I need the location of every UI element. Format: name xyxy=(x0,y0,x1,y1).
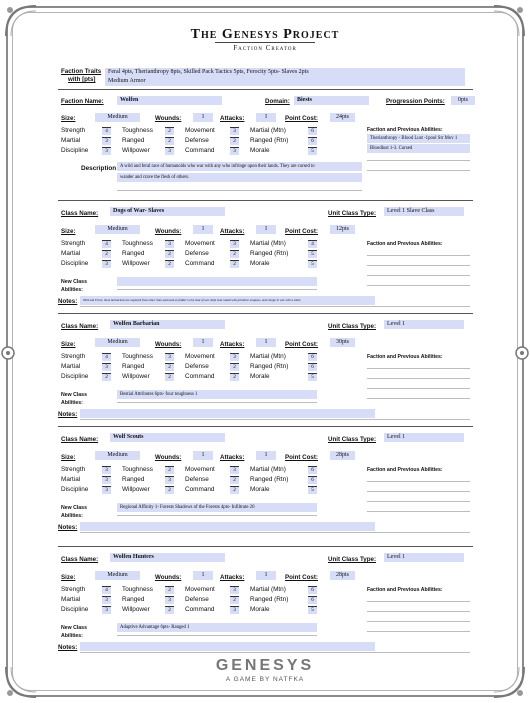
ranged-rtn-value[interactable]: 6 xyxy=(308,596,317,604)
ranged-rtn-label: Ranged (Rtn) xyxy=(250,250,289,257)
domain-field[interactable]: Biests xyxy=(294,96,369,105)
class-name-label: Class Name: xyxy=(61,436,99,443)
form-line xyxy=(367,631,470,632)
form-line xyxy=(80,419,470,420)
toughness-label: Toughness xyxy=(122,240,153,247)
fpa-label: Faction and Previous Abilities: xyxy=(367,241,443,247)
willpower-label: Willpower xyxy=(122,373,150,380)
willpower-label: Willpower xyxy=(122,606,150,613)
martial-mtn-value[interactable]: 6 xyxy=(308,586,317,594)
defense-value[interactable]: 2 xyxy=(230,363,239,371)
willpower-value[interactable]: 2 xyxy=(165,260,174,268)
command-value[interactable]: 2 xyxy=(230,373,239,381)
willpower-value[interactable]: 3 xyxy=(165,147,174,155)
notes-label: Notes: xyxy=(58,524,78,531)
faction-traits-label-2: with [pts] xyxy=(68,76,96,83)
movement-value[interactable]: 3 xyxy=(230,353,239,361)
martial-mtn-label: Martial (Mtn) xyxy=(250,586,286,593)
ranged-rtn-value[interactable]: 5 xyxy=(308,250,317,258)
fpa-line xyxy=(367,170,470,171)
morale-value[interactable]: 5 xyxy=(308,606,317,614)
command-value[interactable]: 2 xyxy=(230,260,239,268)
martial-value[interactable]: 2 xyxy=(102,250,111,258)
new-class-abilities-field[interactable] xyxy=(117,277,317,286)
new-class-label: New Class xyxy=(61,505,87,511)
new-class-abilities-field[interactable]: Bestial Attributes 6pts- four toughness 1 xyxy=(117,390,317,399)
movement-label: Movement xyxy=(185,586,215,593)
title-divider xyxy=(215,42,315,43)
abilities-label: Abilities: xyxy=(61,400,83,406)
attacks-field[interactable]: 1 xyxy=(256,338,276,347)
toughness-label: Toughness xyxy=(122,586,153,593)
size-label: Size: xyxy=(61,454,76,461)
size-label: Size: xyxy=(61,341,76,348)
discipline-value[interactable]: 3 xyxy=(102,260,111,268)
point-cost-field[interactable]: 30pts xyxy=(330,338,355,347)
point-cost-label: Point Cost: xyxy=(285,574,318,581)
willpower-value[interactable]: 2 xyxy=(165,486,174,494)
toughness-value[interactable]: 2 xyxy=(165,586,174,594)
ranged-value[interactable]: 3 xyxy=(165,596,174,604)
martial-mtn-value[interactable]: 6 xyxy=(308,127,317,135)
domain-label: Domain: xyxy=(265,98,290,105)
class-name-label: Class Name: xyxy=(61,323,99,330)
size-field[interactable]: Medium xyxy=(95,338,140,347)
unit-class-type-label: Unit Class Type: xyxy=(328,323,377,330)
size-field[interactable]: Medium xyxy=(95,225,140,234)
willpower-label: Willpower xyxy=(122,147,150,154)
willpower-value[interactable]: 2 xyxy=(165,606,174,614)
form-line xyxy=(80,532,470,533)
movement-label: Movement xyxy=(185,240,215,247)
command-value[interactable]: 3 xyxy=(230,147,239,155)
fpa-line xyxy=(367,160,470,161)
strength-value[interactable]: 4 xyxy=(102,127,111,135)
command-value[interactable]: 3 xyxy=(230,606,239,614)
ranged-rtn-label: Ranged (Rtn) xyxy=(250,596,289,603)
form-line xyxy=(367,481,470,482)
morale-label: Morale xyxy=(250,260,270,267)
new-class-label: New Class xyxy=(61,625,87,631)
new-class-label: New Class xyxy=(61,279,87,285)
form-line xyxy=(367,621,470,622)
strength-value[interactable]: 3 xyxy=(102,466,111,474)
martial-value[interactable]: 3 xyxy=(102,596,111,604)
command-value[interactable]: 2 xyxy=(230,486,239,494)
martial-label: Martial xyxy=(61,137,81,144)
toughness-label: Toughness xyxy=(122,466,153,473)
toughness-value[interactable]: 2 xyxy=(165,466,174,474)
movement-value[interactable]: 3 xyxy=(230,466,239,474)
side-ornament-icon xyxy=(0,345,16,361)
size-field[interactable]: Medium xyxy=(95,451,140,460)
wounds-label: Wounds: xyxy=(155,454,182,461)
martial-mtn-value[interactable]: 4 xyxy=(308,240,317,248)
wounds-label: Wounds: xyxy=(155,574,182,581)
unit-class-type-field[interactable]: Level 1 xyxy=(384,553,464,562)
martial-value[interactable]: 3 xyxy=(102,363,111,371)
martial-mtn-label: Martial (Mtn) xyxy=(250,127,286,134)
class-name-field[interactable]: Dogs of War- Slaves xyxy=(110,207,225,216)
ranged-value[interactable]: 3 xyxy=(165,476,174,484)
new-class-abilities-field[interactable]: Regional Affinity 1- Forests Shadows of the Forests 4pts- Infiltrate 20 xyxy=(117,503,317,512)
ranged-rtn-value[interactable]: 6 xyxy=(308,363,317,371)
form-line xyxy=(367,275,470,276)
toughness-value[interactable]: 2 xyxy=(165,127,174,135)
point-cost-label: Point Cost: xyxy=(285,454,318,461)
strength-label: Strength xyxy=(61,466,86,473)
class-name-field[interactable]: Wolf Scouts xyxy=(110,433,225,442)
progression-points-label: Progression Points: xyxy=(386,98,445,105)
defense-label: Defense xyxy=(185,137,209,144)
form-line xyxy=(117,289,317,290)
abilities-label: Abilities: xyxy=(61,287,83,293)
command-label: Command xyxy=(185,486,215,493)
martial-mtn-label: Martial (Mtn) xyxy=(250,240,286,247)
morale-label: Morale xyxy=(250,606,270,613)
ranged-value[interactable]: 2 xyxy=(165,250,174,258)
defense-value[interactable]: 2 xyxy=(230,137,239,145)
defense-value[interactable]: 2 xyxy=(230,476,239,484)
willpower-value[interactable]: 2 xyxy=(165,373,174,381)
notes-field[interactable] xyxy=(80,522,375,531)
faction-traits-label: Faction Traits xyxy=(61,68,102,75)
command-label: Command xyxy=(185,373,215,380)
martial-mtn-label: Martial (Mtn) xyxy=(250,353,286,360)
morale-label: Morale xyxy=(250,486,270,493)
morale-value[interactable]: 5 xyxy=(308,147,317,155)
movement-value[interactable]: 3 xyxy=(230,586,239,594)
faction-name-field[interactable]: Wolfen xyxy=(117,96,222,105)
defense-label: Defense xyxy=(185,250,209,257)
attacks-field[interactable]: 1 xyxy=(256,451,276,460)
point-cost-label: Point Cost: xyxy=(285,115,318,122)
unit-class-type-label: Unit Class Type: xyxy=(328,436,377,443)
attacks-field[interactable]: 1 xyxy=(256,113,276,122)
footer-credit: A GAME BY NATFKA xyxy=(225,676,305,683)
ranged-rtn-label: Ranged (Rtn) xyxy=(250,476,289,483)
toughness-label: Toughness xyxy=(122,127,153,134)
form-line xyxy=(367,368,470,369)
progression-points-field[interactable]: 0pts xyxy=(451,96,475,105)
ranged-value[interactable]: 2 xyxy=(165,363,174,371)
point-cost-field[interactable]: 28pts xyxy=(330,451,355,460)
strength-label: Strength xyxy=(61,240,86,247)
page-subtitle: Faction Creator xyxy=(233,44,297,52)
form-line xyxy=(367,255,470,256)
morale-value[interactable]: 5 xyxy=(308,260,317,268)
willpower-label: Willpower xyxy=(122,260,150,267)
description-field-1[interactable]: A wild and feral race of humanoids who war with any who infringe upon their lands. They are cursed to xyxy=(117,162,362,171)
new-class-abilities-field[interactable]: Adaptive Advantage 6pts- Ranged 1 xyxy=(117,623,317,632)
attacks-field[interactable]: 1 xyxy=(256,571,276,580)
movement-label: Movement xyxy=(185,353,215,360)
section-divider xyxy=(58,426,473,427)
attacks-label: Attacks: xyxy=(220,341,245,348)
movement-label: Movement xyxy=(185,127,215,134)
ranged-label: Ranged xyxy=(122,137,145,144)
faction-traits-field-2[interactable]: Medium Armor xyxy=(105,77,465,86)
ranged-label: Ranged xyxy=(122,596,145,603)
martial-mtn-value[interactable]: 6 xyxy=(308,466,317,474)
description-field-2[interactable]: wander and crave the flesh of others. xyxy=(117,173,362,182)
point-cost-label: Point Cost: xyxy=(285,228,318,235)
martial-label: Martial xyxy=(61,596,81,603)
fpa-label: Faction and Previous Abilities: xyxy=(367,467,443,473)
form-line xyxy=(367,511,470,512)
size-label: Size: xyxy=(61,228,76,235)
notes-label: Notes: xyxy=(58,411,78,418)
ranged-rtn-label: Ranged (Rtn) xyxy=(250,137,289,144)
form-line xyxy=(367,611,470,612)
martial-mtn-label: Martial (Mtn) xyxy=(250,466,286,473)
strength-value[interactable]: 4 xyxy=(102,353,111,361)
willpower-label: Willpower xyxy=(122,486,150,493)
page-title: The Genesys Project xyxy=(190,27,340,42)
movement-value[interactable]: 3 xyxy=(230,127,239,135)
section-divider xyxy=(58,313,473,314)
divider xyxy=(58,89,473,90)
ranged-value[interactable]: 2 xyxy=(165,137,174,145)
point-cost-field[interactable]: 28pts xyxy=(330,571,355,580)
form-line xyxy=(367,285,470,286)
morale-label: Morale xyxy=(250,147,270,154)
discipline-label: Discipline xyxy=(61,260,89,267)
form-line xyxy=(367,398,470,399)
form-line xyxy=(80,306,470,307)
unit-class-type-label: Unit Class Type: xyxy=(328,556,377,563)
size-field[interactable]: Medium xyxy=(95,113,140,122)
toughness-label: Toughness xyxy=(122,353,153,360)
attacks-field[interactable]: 1 xyxy=(256,225,276,234)
unit-class-type-label: Unit Class Type: xyxy=(328,210,377,217)
form-line xyxy=(367,601,470,602)
wounds-field[interactable]: 1 xyxy=(193,571,213,580)
morale-value[interactable]: 5 xyxy=(308,373,317,381)
point-cost-field[interactable]: 24pts xyxy=(330,113,355,122)
wounds-field[interactable]: 1 xyxy=(193,225,213,234)
form-line xyxy=(367,501,470,502)
movement-value[interactable]: 3 xyxy=(230,240,239,248)
martial-mtn-value[interactable]: 6 xyxy=(308,353,317,361)
faction-name-label: Faction Name: xyxy=(61,98,104,105)
form-line xyxy=(367,265,470,266)
fpa-label: Faction and Previous Abilities: xyxy=(367,587,443,593)
strength-label: Strength xyxy=(61,353,86,360)
side-ornament-icon xyxy=(514,345,530,361)
form-line xyxy=(117,402,317,403)
ranged-rtn-value[interactable]: 6 xyxy=(308,137,317,145)
command-label: Command xyxy=(185,606,215,613)
toughness-value[interactable]: 3 xyxy=(165,240,174,248)
class-name-label: Class Name: xyxy=(61,556,99,563)
martial-label: Martial xyxy=(61,363,81,370)
ranged-label: Ranged xyxy=(122,363,145,370)
defense-value[interactable]: 2 xyxy=(230,596,239,604)
discipline-label: Discipline xyxy=(61,606,89,613)
notes-field[interactable] xyxy=(80,642,375,651)
martial-label: Martial xyxy=(61,476,81,483)
wounds-field[interactable]: 1 xyxy=(193,338,213,347)
defense-label: Defense xyxy=(185,596,209,603)
ranged-rtn-label: Ranged (Rtn) xyxy=(250,363,289,370)
command-label: Command xyxy=(185,260,215,267)
defense-label: Defense xyxy=(185,476,209,483)
wounds-field[interactable]: 1 xyxy=(193,113,213,122)
form-line xyxy=(80,652,470,653)
wounds-label: Wounds: xyxy=(155,341,182,348)
notes-field[interactable] xyxy=(80,409,375,418)
class-name-field[interactable]: Wolfen Hunters xyxy=(110,553,225,562)
martial-value[interactable]: 3 xyxy=(102,476,111,484)
strength-value[interactable]: 4 xyxy=(102,586,111,594)
section-divider xyxy=(58,546,473,547)
size-label: Size: xyxy=(61,115,76,122)
discipline-value[interactable]: 3 xyxy=(102,606,111,614)
attacks-label: Attacks: xyxy=(220,574,245,581)
unit-class-type-field[interactable]: Level 1 xyxy=(384,320,464,329)
fpa-label: Faction and Previous Abilities: xyxy=(367,354,443,360)
attacks-label: Attacks: xyxy=(220,228,245,235)
size-field[interactable]: Medium xyxy=(95,571,140,580)
form-line xyxy=(117,635,317,636)
attacks-label: Attacks: xyxy=(220,454,245,461)
discipline-value[interactable]: 2 xyxy=(102,373,111,381)
footer-logo: GENESYS xyxy=(215,657,315,674)
form-line xyxy=(117,515,317,516)
ranged-rtn-value[interactable]: 6 xyxy=(308,476,317,484)
abilities-label: Abilities: xyxy=(61,633,83,639)
section-divider xyxy=(58,200,473,201)
toughness-value[interactable]: 3 xyxy=(165,353,174,361)
faction-traits-field[interactable]: Feral 4pts, Therianthropy 8pts, Skilled Pack Tactics 5pts, Ferocity 5pts- Slaves 2pts xyxy=(105,68,465,77)
fpa-label: Faction and Previous Abilities: xyxy=(367,127,443,133)
form-line xyxy=(367,491,470,492)
wounds-label: Wounds: xyxy=(155,228,182,235)
new-class-label: New Class xyxy=(61,392,87,398)
wounds-label: Wounds: xyxy=(155,115,182,122)
class-name-field[interactable]: Wolfen Barbarian xyxy=(110,320,225,329)
command-label: Command xyxy=(185,147,215,154)
fpa-field-1[interactable]: Therianthropy - Blood Lust -1pool Str Mov 1 xyxy=(367,134,470,143)
class-name-label: Class Name: xyxy=(61,210,99,217)
defense-label: Defense xyxy=(185,363,209,370)
morale-value[interactable]: 5 xyxy=(308,486,317,494)
strength-label: Strength xyxy=(61,586,86,593)
ranged-label: Ranged xyxy=(122,476,145,483)
ranged-label: Ranged xyxy=(122,250,145,257)
movement-label: Movement xyxy=(185,466,215,473)
notes-label: Notes: xyxy=(58,644,78,651)
unit-class-type-field[interactable]: Level 1 Slave Class xyxy=(384,207,464,216)
abilities-label: Abilities: xyxy=(61,513,83,519)
description-line xyxy=(117,190,362,191)
point-cost-label: Point Cost: xyxy=(285,341,318,348)
form-line xyxy=(367,378,470,379)
attacks-label: Attacks: xyxy=(220,115,245,122)
notes-field[interactable]: Wild and Feron, these barbarians are captured from other clans and used as fodder in the heat of war. Kept near naked with primitive weapons, and charge in war with a smile. xyxy=(80,296,375,305)
discipline-label: Discipline xyxy=(61,486,89,493)
morale-label: Morale xyxy=(250,373,270,380)
unit-class-type-field[interactable]: Level 1 xyxy=(384,433,464,442)
fpa-field-2[interactable]: Bloodlust 1-3. Cursed xyxy=(367,144,470,153)
description-label: Description xyxy=(81,165,117,172)
notes-label: Notes: xyxy=(58,298,78,305)
martial-value[interactable]: 3 xyxy=(102,137,111,145)
point-cost-field[interactable]: 12pts xyxy=(330,225,355,234)
discipline-label: Discipline xyxy=(61,147,89,154)
wounds-field[interactable]: 1 xyxy=(193,451,213,460)
strength-label: Strength xyxy=(61,127,86,134)
size-label: Size: xyxy=(61,574,76,581)
discipline-label: Discipline xyxy=(61,373,89,380)
defense-value[interactable]: 2 xyxy=(230,250,239,258)
martial-label: Martial xyxy=(61,250,81,257)
strength-value[interactable]: 4 xyxy=(102,240,111,248)
form-line xyxy=(367,388,470,389)
discipline-value[interactable]: 3 xyxy=(102,147,111,155)
discipline-value[interactable]: 3 xyxy=(102,486,111,494)
